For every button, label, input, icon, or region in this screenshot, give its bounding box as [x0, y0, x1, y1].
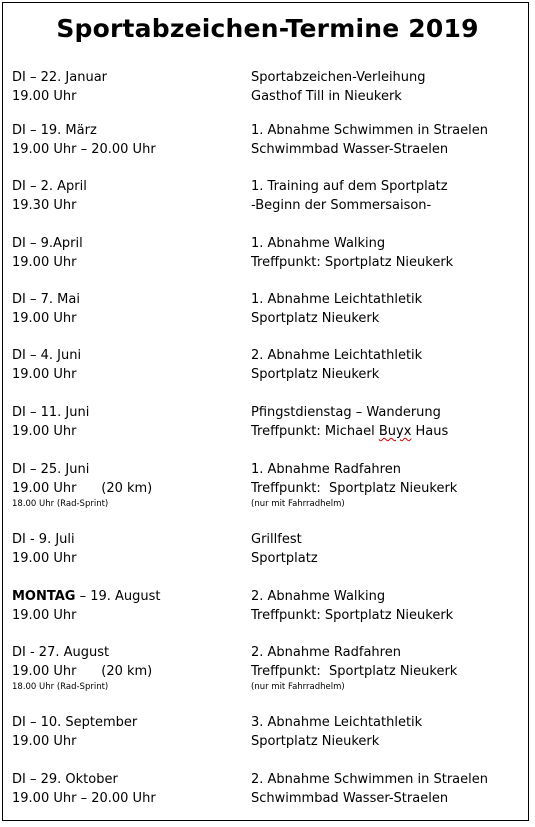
entry-location: Sportplatz Nieukerk: [251, 367, 380, 382]
entry-time: 19.00 Uhr: [12, 551, 77, 566]
entry-location: [251, 422, 448, 441]
entry-location: Treffpunkt: Sportplatz Nieukerk: [251, 481, 458, 496]
entry-time: 19.00 Uhr: [12, 255, 77, 270]
entry-time: 19.00 Uhr – 20.00 Uhr: [12, 142, 156, 157]
entry-event: Sportabzeichen-Verleihung: [251, 70, 426, 85]
entry-location: Schwimmbad Wasser-Straelen: [251, 791, 449, 806]
entry-location-note: (nur mit Fahrradhelm): [251, 499, 345, 509]
entry-time-note: 18.00 Uhr (Rad-Sprint): [12, 499, 109, 509]
entry-date: DI - 9. Juli: [12, 532, 75, 547]
entry-date: DI – 22. Januar: [12, 70, 108, 85]
entry-event: 1. Training auf dem Sportplatz: [251, 179, 448, 194]
entry-location: Gasthof Till in Nieukerk: [251, 89, 402, 104]
entry-location: Sportplatz: [251, 551, 318, 566]
entry-location: Treffpunkt: Sportplatz Nieukerk: [251, 664, 458, 679]
entry-date: DI – 2. April: [12, 179, 87, 194]
entry-time: 19.00 Uhr: [12, 89, 77, 104]
entry-event: 3. Abnahme Leichtathletik: [251, 715, 423, 730]
entry-time: 19.00 Uhr: [12, 734, 77, 749]
entry-date: DI – 10. September: [12, 715, 138, 730]
entry-time: 19.00 Uhr: [12, 424, 77, 439]
entry-event: 2. Abnahme Walking: [251, 589, 386, 604]
entry-time: 19.00 Uhr: [12, 311, 77, 326]
entry-location: Treffpunkt: Sportplatz Nieukerk: [251, 255, 454, 270]
entry-time: 19.00 Uhr: [12, 608, 77, 623]
entry-event: 1. Abnahme Walking: [251, 236, 386, 251]
entry-time: 19.00 Uhr (20 km): [12, 664, 153, 679]
entry-event: 1. Abnahme Radfahren: [251, 462, 401, 477]
entry-time-note: 18.00 Uhr (Rad-Sprint): [12, 682, 109, 692]
entry-time: 19.30 Uhr: [12, 198, 77, 213]
entry-time: 19.00 Uhr (20 km): [12, 481, 153, 496]
entry-date: DI – 9.April: [12, 236, 83, 251]
entry-location: Schwimmbad Wasser-Straelen: [251, 142, 449, 157]
entry-time: 19.00 Uhr – 20.00 Uhr: [12, 791, 156, 806]
entry-date-weekday: MONTAG: [12, 589, 76, 604]
entry-location: Sportplatz Nieukerk: [251, 311, 380, 326]
entry-date: DI – 11. Juni: [12, 405, 90, 420]
entry-location-suffix: Haus: [411, 424, 449, 439]
entry-location: -Beginn der Sommersaison-: [251, 198, 432, 213]
entry-time: 19.00 Uhr: [12, 367, 77, 382]
entry-date: DI – 19. März: [12, 123, 97, 138]
page-title: Sportabzeichen-Termine 2019: [56, 14, 479, 43]
entry-event: 2. Abnahme Leichtathletik: [251, 348, 423, 363]
entry-event: 1. Abnahme Leichtathletik: [251, 292, 423, 307]
entry-event: Pfingstdienstag – Wanderung: [251, 405, 441, 420]
entry-location-note: (nur mit Fahrradhelm): [251, 682, 345, 692]
entry-date: DI – 25. Juni: [12, 462, 90, 477]
entry-event: 1. Abnahme Schwimmen in Straelen: [251, 123, 488, 138]
entry-date: DI – 4. Juni: [12, 348, 82, 363]
entry-date: DI – 7. Mai: [12, 292, 80, 307]
entry-date: DI – 29. Oktober: [12, 772, 118, 787]
entry-date-rest: – 19. August: [75, 589, 161, 604]
entry-location: Treffpunkt: Sportplatz Nieukerk: [251, 608, 454, 623]
entry-date: [12, 587, 161, 606]
entry-location-prefix: Treffpunkt: Michael: [251, 424, 379, 439]
entry-location: Sportplatz Nieukerk: [251, 734, 380, 749]
entry-event: 2. Abnahme Schwimmen in Straelen: [251, 772, 488, 787]
entry-date: DI - 27. August: [12, 645, 110, 660]
entry-event: 2. Abnahme Radfahren: [251, 645, 401, 660]
entry-event: Grillfest: [251, 532, 302, 547]
spellcheck-flagged-word: Buyx: [378, 424, 412, 439]
